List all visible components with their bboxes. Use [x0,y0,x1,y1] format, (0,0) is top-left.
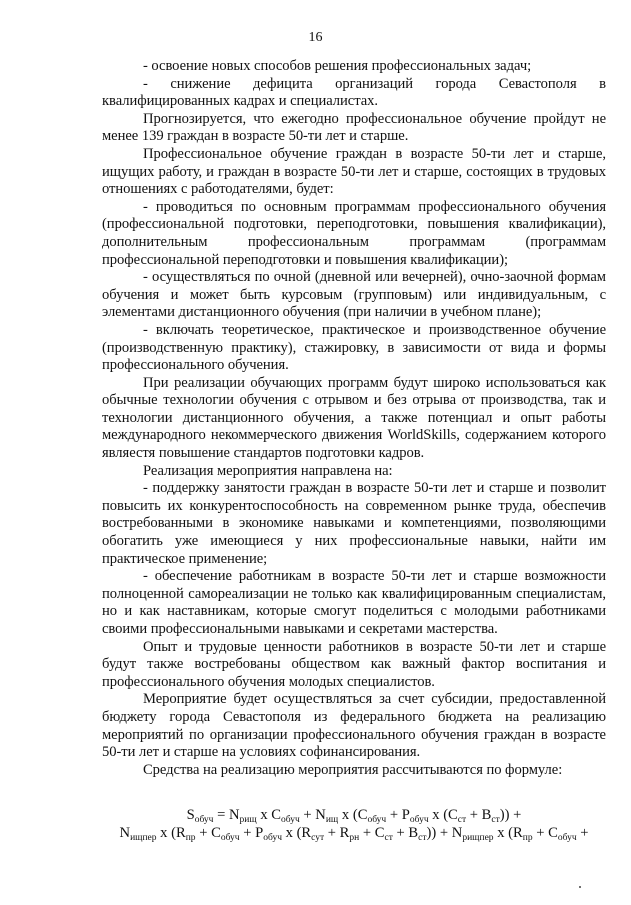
formula-term: + R [324,825,350,841]
formula-subscript: обуч [409,815,429,825]
formula-term: x C [256,807,282,823]
formula-subscript: ищпер [130,833,157,843]
formula-term: + N [299,807,326,823]
paragraph-technologies: При реализации обучающих программ будут широко использоваться как обычные технологии обучения с отрывом и без отрыва от производства, так и технологии дистанционного обучения, а также потенциал и опыт работы международного некоммерческого движения WorldSkills, содержанием которого являестя повышение стандартов подготовки кадров. [102,374,606,462]
formula-subscript: ст [457,815,467,825]
document-body [102,58,606,779]
formula-term: + C [359,825,385,841]
formula-subscript: ст [418,833,427,843]
formula-term: x (R [156,825,186,841]
formula-subscript: сут [311,833,325,843]
paragraph-bullet-new-methods: - освоение новых способов решения профессиональных задач; [143,58,532,74]
formula-subscript: обуч [367,815,387,825]
formula-term: x (R [493,825,523,841]
paragraph-bullet-forms: - осуществляться по очной (дневной или вечерней), очно-заочной формам обучения и может быть курсовым (групповым) или индивидуальным, с элементами дистанционного обучения (при наличии в учебном плане); [102,269,606,321]
formula-subscript: обуч [220,833,240,843]
paragraph-forecast: Прогнозируется, что ежегодно профессиональное обучение пройдут не менее 139 граждан в возрасте 50-ти лет и старше. [102,110,606,145]
formula-line-2 [96,824,612,842]
formula-term: )) + [499,807,522,823]
formula-term: )) + N [426,825,463,841]
formula-subscript: ст [491,815,500,825]
formula-term: N [119,825,131,841]
paragraph-bullet-programs: - проводиться по основным программам профессионального обучения (профессиональной подготовки, переподготовки, повышения квалификации), дополнительным профессиональным программам (программам профессиональной переподготовки и повышения квалификации); [102,198,606,268]
paragraph-training-intro: Профессиональное обучение граждан в возрасте 50-ти лет и старше, ищущих работу, и граждан в возрасте 50-ти лет и старше, состоящих в трудовых отношениях с работодателями, будет: [102,145,606,198]
paragraph-bullet-deficit: - снижение дефицита организаций города Севастополя в квалифицированных кадрах и специалистах. [102,75,606,110]
paragraph-aim-intro: Реализация мероприятия направлена на: [143,462,393,479]
paragraph-subsidy: Мероприятие будет осуществляться за счет субсидии, предоставленной бюджету города Севастополя из федерального бюджета на реализацию мероприятий по организации профессионального обучения граждан в возрасте 50-ти лет и старше на условиях софинансирования. [102,691,606,761]
formula-subscript: обуч [263,833,282,843]
formula-term: + C [532,825,558,841]
formula-term: + P [386,807,410,823]
formula-subscript: обуч [557,833,577,843]
formula-term: + C [195,825,221,841]
formula-subscript: рищпер [462,833,494,843]
paragraph-bullet-employment: - поддержку занятости граждан в возрасте 50-ти лет и старше и позволит повысить их конкурентоспособность на современном рынке труда, обеспечив востребованными в экономике навыками и компетенциями, позволяющими обогатить уже имеющиеся у них профессиональные навыки, найти им практическое применение; [102,480,606,567]
page-number: 16 [308,30,323,45]
formula-term: x (R [281,825,312,841]
formula-term: S [186,807,195,823]
formula-subscript: ст [384,833,393,843]
formula-subscript: рн [349,833,360,843]
formula-line-1 [96,806,612,824]
formula-subscript: пр [522,833,533,843]
formula-term: = N [213,807,240,823]
formula-term: + P [239,825,264,841]
paragraph-experience: Опыт и трудовые ценности работников в возрасте 50-ти лет и старше будут также востребованы обществом как важный фактор воспитания и профессионального обучения молодых специалистов. [102,638,606,690]
formula-term: x (C [428,807,458,823]
formula-subscript: рищ [239,815,257,825]
paragraph-bullet-practice: - включать теоретическое, практическое и производственное обучение (производственную практику), стажировку, в зависимости от вида и формы профессионального обучения. [102,321,606,374]
paragraph-bullet-self-realization: - обеспечение работникам в возрасте 50-ти лет и старше возможности полноценной самореализации не только как квалифицированным специалистам, но и как наставникам, которые смогут поделиться с молодыми работниками своими профессиональными навыками и секретами мастерства. [102,568,606,637]
formula-subscript: обуч [194,815,214,825]
formula-term: + B [466,807,492,823]
formula-subscript: ищ [325,815,339,825]
formula-term: + [576,825,589,841]
formula-subscript: обуч [281,815,300,825]
formula-term: x (C [338,807,368,823]
formula-term: + B [392,825,419,841]
page-speck [579,886,581,888]
paragraph-formula-intro: Средства на реализацию мероприятия рассчитываются по формуле: [143,761,563,778]
formula-subscript: пр [185,833,196,843]
